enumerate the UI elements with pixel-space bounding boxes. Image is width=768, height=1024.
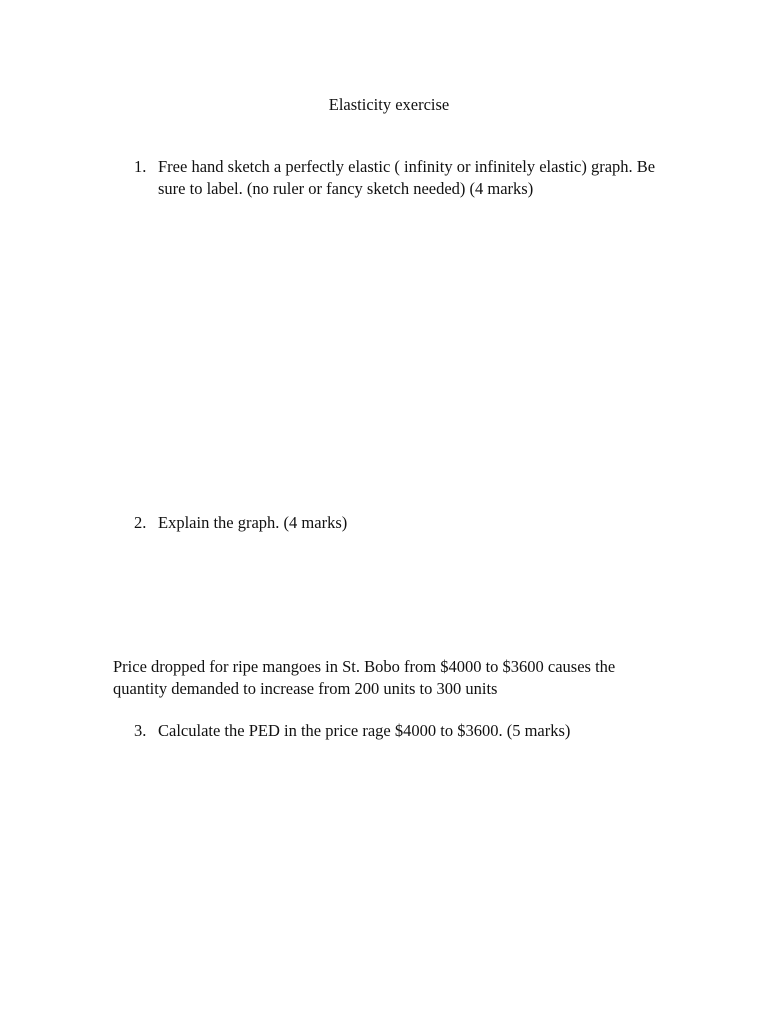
- question-3-text: Calculate the PED in the price rage $4000 to $3600. (5 marks): [158, 721, 571, 740]
- question-1-number: 1.: [134, 157, 147, 176]
- document-title: Elasticity exercise: [328, 95, 450, 114]
- question-3-number: 3.: [134, 721, 147, 740]
- question-1: [134, 156, 674, 200]
- question-2: [134, 512, 674, 534]
- question-2-number: 2.: [134, 513, 147, 532]
- scenario-paragraph: Price dropped for ripe mangoes in St. Bobo from $4000 to $3600 causes the quantity demanded to increase from 200 units to 300 units: [113, 657, 616, 698]
- question-1-text: Free hand sketch a perfectly elastic ( infinity or infinitely elastic) graph. Be sure to label. (no ruler or fancy sketch needed) (4 marks): [158, 157, 656, 198]
- question-3: [134, 720, 674, 742]
- question-2-text: Explain the graph. (4 marks): [158, 513, 348, 532]
